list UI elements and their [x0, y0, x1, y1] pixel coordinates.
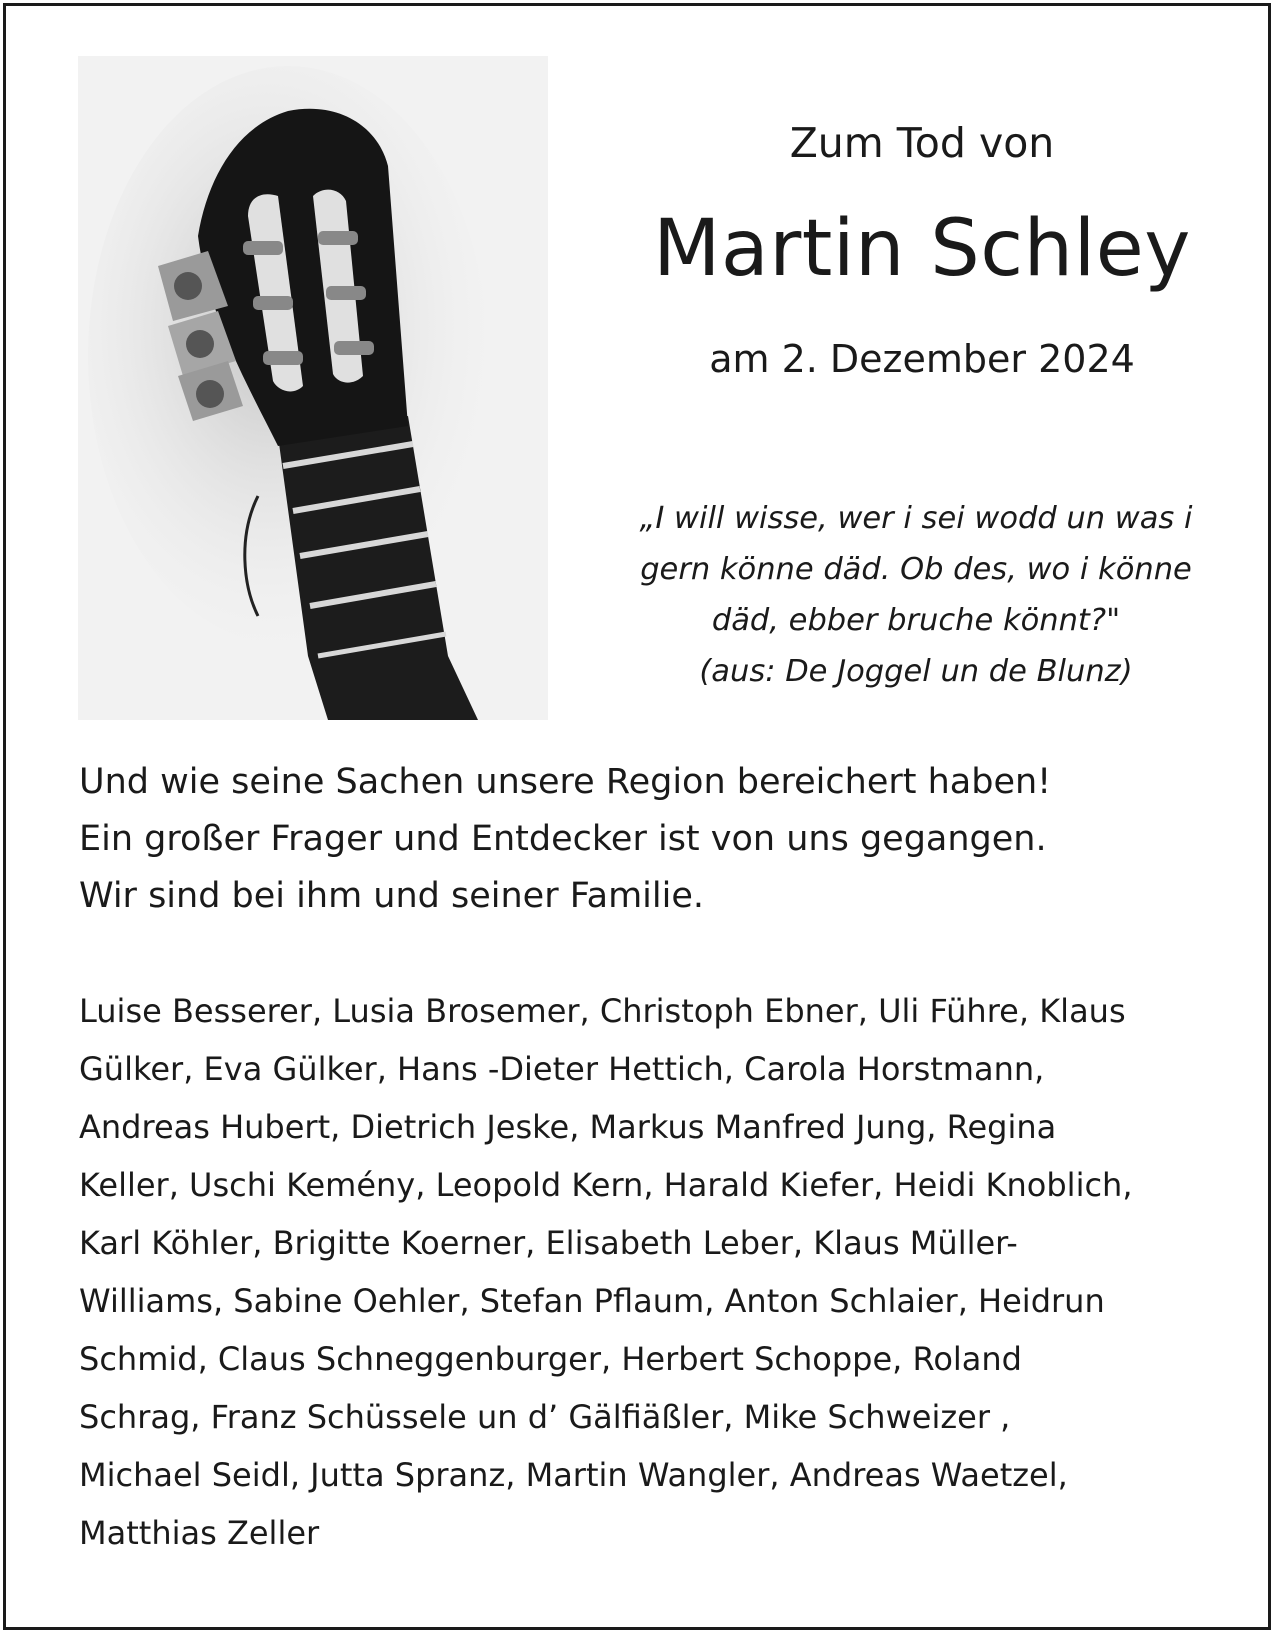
- quote-source: (aus: De Joggel un de Blunz): [699, 654, 1133, 689]
- message-line: Und wie seine Sachen unsere Region bereichert haben!: [79, 762, 1052, 802]
- quote-line: däd, ebber bruche könnt?": [711, 603, 1121, 638]
- signatories-line: Andreas Hubert, Dietrich Jeske, Markus Manfred Jung, Regina: [79, 1108, 1057, 1146]
- message-line: Wir sind bei ihm und seiner Familie.: [79, 876, 705, 916]
- signatories-line: Keller, Uschi Kemény, Leopold Kern, Harald Kiefer, Heidi Knoblich,: [79, 1166, 1133, 1204]
- message-line: Ein großer Frager und Entdecker ist von uns gegangen.: [79, 819, 1047, 859]
- intro-text: Zum Tod von: [789, 119, 1055, 167]
- signatories-line: Karl Köhler, Brigitte Koerner, Elisabeth Leber, Klaus Müller-: [79, 1224, 1018, 1262]
- signatories-list: [79, 982, 1229, 1562]
- quote-block: [578, 493, 1254, 697]
- signatories-line: Michael Seidl, Jutta Spranz, Martin Wangler, Andreas Waetzel,: [79, 1456, 1068, 1494]
- signatories-line: Williams, Sabine Oehler, Stefan Pflaum, Anton Schlaier, Heidrun: [79, 1282, 1105, 1320]
- deceased-name: Martin Schley: [653, 204, 1191, 294]
- signatories-line: Schrag, Franz Schüssele un d’ Gälfiäßler, Mike Schweizer ,: [79, 1398, 1011, 1436]
- condolence-message: [79, 754, 1229, 925]
- notice-frame: [3, 3, 1271, 1630]
- guitar-headstock-illustration: [78, 56, 548, 720]
- signatories-line: Matthias Zeller: [79, 1514, 320, 1552]
- header-block: [566, 106, 1278, 382]
- quote-line: gern könne däd. Ob des, wo i könne: [640, 552, 1192, 587]
- death-date: am 2. Dezember 2024: [709, 337, 1135, 381]
- guitar-icon: [78, 56, 548, 720]
- quote-line: „I will wisse, wer i sei wodd un was i: [639, 501, 1193, 536]
- signatories-line: Luise Besserer, Lusia Brosemer, Christoph Ebner, Uli Führe, Klaus: [79, 992, 1126, 1030]
- signatories-line: Gülker, Eva Gülker, Hans -Dieter Hettich, Carola Horstmann,: [79, 1050, 1045, 1088]
- signatories-line: Schmid, Claus Schneggenburger, Herbert Schoppe, Roland: [79, 1340, 1022, 1378]
